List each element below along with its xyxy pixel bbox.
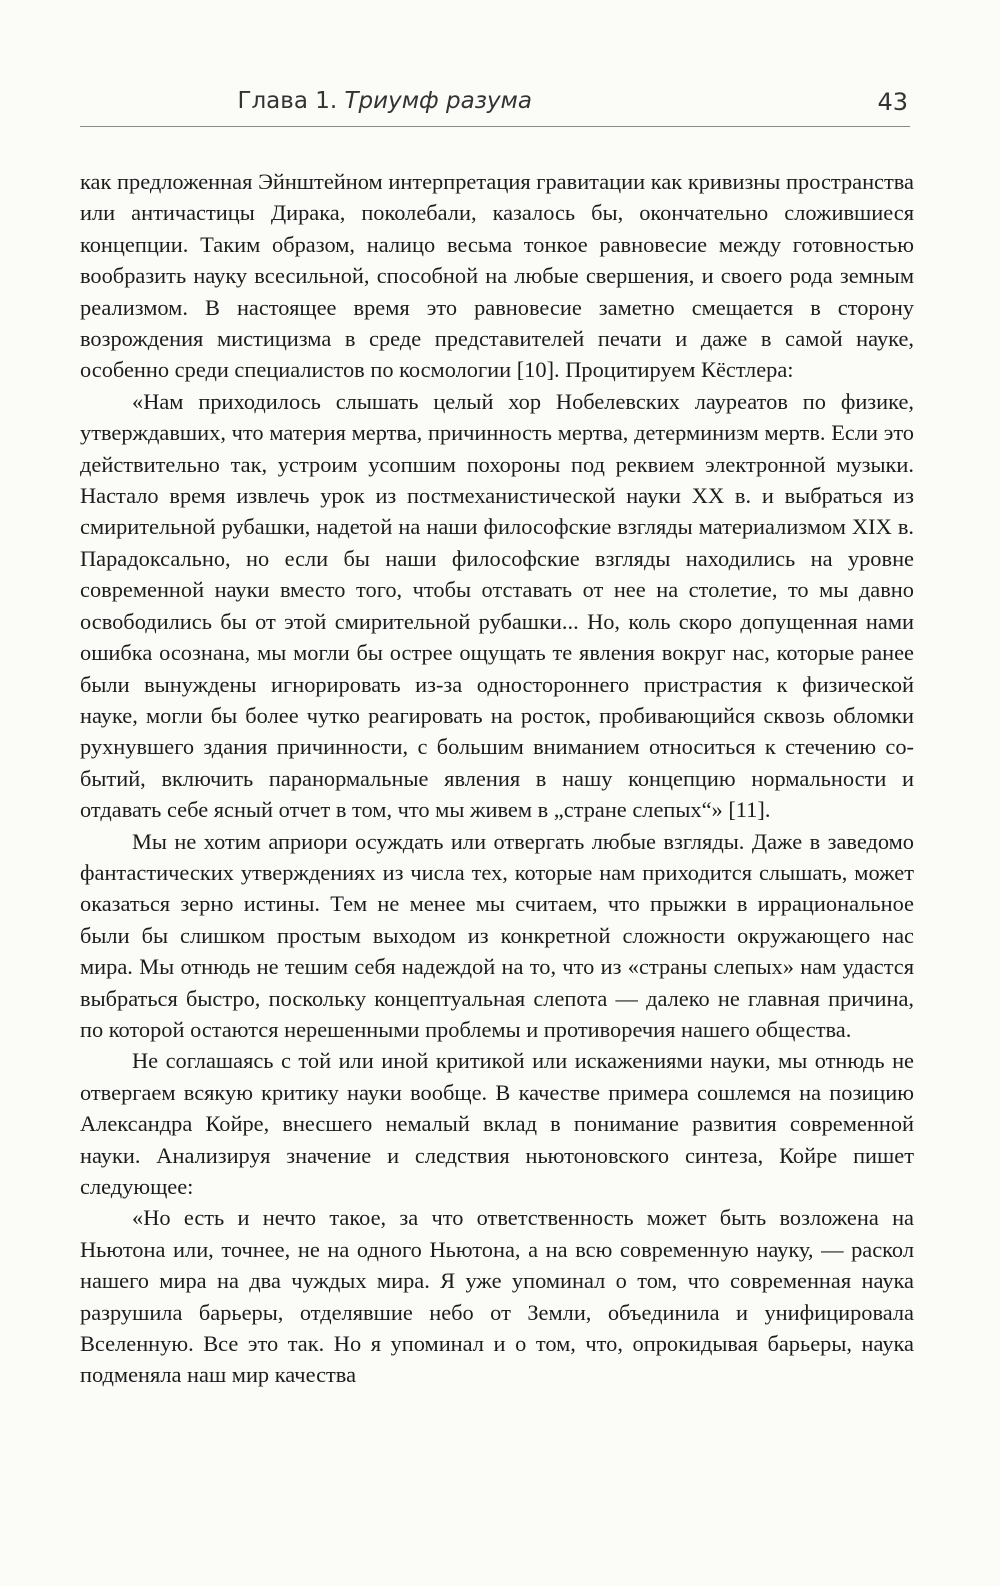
page-number: 43	[877, 88, 908, 116]
body-text	[80, 166, 914, 1391]
paragraph: как предложенная Эйнштейном интерпретация гравитации как кривизны пространства или античастицы Дирака, поколебали, казалось бы, окончательно сложившиеся концепции. Таким образом, налицо весьма тонкое равновесие между готовностью вообразить науку всесильной, способной на любые свершения, и своего рода земным реализмом. В настоящее время это равновесие заметно смещается в сторону возрождения мистицизма в среде представителей печати и даже в самой науке, особенно среди специалистов по космологии [10]. Процитируем Кёстлера:	[80, 169, 914, 383]
running-header	[80, 86, 910, 127]
quote-paragraph: «Нам приходилось слышать целый хор Нобелевских лауреатов по физике, утверждавших, что материя мертва, причинность мертва, детерминизм мертв. Если это действительно так, устроим усопшим похороны под реквием электронной музыки. Настало время извлечь урок из постмеханистической науки XX в. и выбраться из смирительной рубашки, надетой на наши философские взгляды материализмом XIX в. Парадоксально, но если бы наши философские взгляды находились на уровне современной науки вместо того, чтобы отставать от нее на столетие, то мы давно освободились бы от этой смирительной рубашки... Но, коль скоро допущенная нами ошибка осознана, мы могли бы острее ощущать те явления вокруг нас, которые ранее были вынуждены игнорировать из-за одностороннего пристрастия к физической науке, могли бы более чутко реагировать на росток, пробивающийся сквозь обломки рухнувшего здания причинности, с большим вниманием относиться к стечению событий, включить паранормальные явления в нашу концепцию нормальности и отдавать себе ясный отчет в том, что мы живем в „стране слепых“» [11].	[80, 388, 914, 823]
paragraph: Не соглашаясь с той или иной критикой или искажениями науки, мы отнюдь не отвергаем всякую критику науки вообще. В качестве примера сошлемся на позицию Александра Койре, внесшего немалый вклад в понимание развития современной науки. Анализируя значение и следствия ньютоновского синтеза, Койре пишет следующее:	[80, 1048, 914, 1199]
paragraph: Мы не хотим априори осуждать или отвергать любые взгляды. Даже в заведомо фантастических утверждениях из числа тех, которые нам приходится слышать, может оказаться зерно истины. Тем не менее мы считаем, что прыжки в иррациональное были бы слишком простым выходом из конкретной сложности окружающего нас мира. Мы отнюдь не тешим себя надеждой на то, что из «страны слепых» нам удастся выбраться быстро, поскольку концептуальная слепота — далеко не главная причина, по которой остаются нерешенными проблемы и противоречия нашего общества.	[80, 828, 914, 1042]
chapter-label: Глава 1.	[237, 88, 338, 114]
chapter-heading	[237, 88, 532, 114]
quote-paragraph: «Но есть и нечто такое, за что ответственность может быть возложена на Ньютона или, точнее, не на одного Ньютона, а на всю современную науку, — раскол нашего мира на два чуждых мира. Я уже упоминал о том, что современная наука разрушила барьеры, отделявшие небо от Земли, объединила и унифицировала Вселенную. Все это так. Но я упоминал и о том, что, опрокидывая барьеры, наука подменяла наш мир качества	[80, 1205, 914, 1388]
chapter-title: Триумф разума	[344, 88, 532, 114]
